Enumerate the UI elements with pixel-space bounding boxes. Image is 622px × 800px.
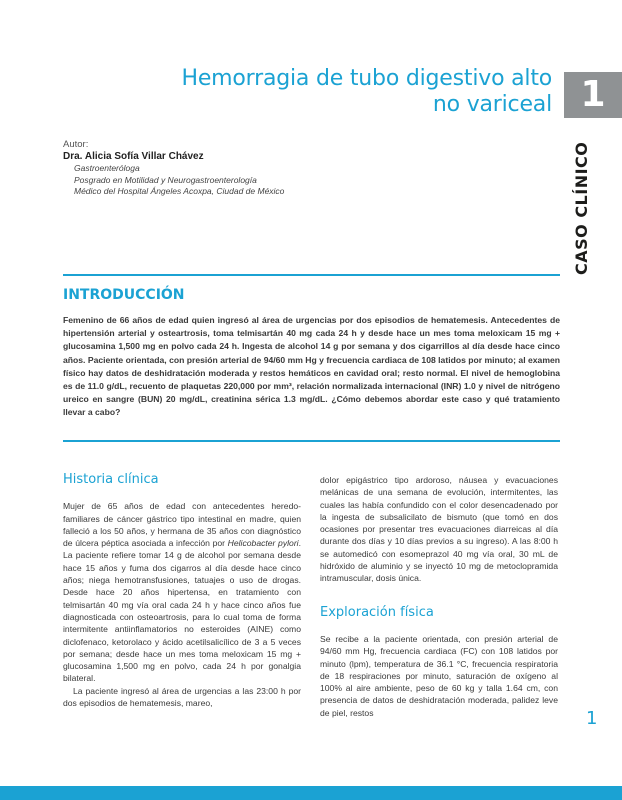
divider-top <box>63 274 560 276</box>
divider-bottom <box>63 440 560 442</box>
left-column <box>63 474 301 709</box>
author-affiliation: Posgrado en Motilidad y Neurogastroenterología <box>74 174 257 185</box>
author-label: Autor: <box>63 139 89 150</box>
side-section-label: CASO CLÍNICO <box>572 141 591 275</box>
introduction-text: Femenino de 66 años de edad quien ingresó al área de urgencias por dos episodios de hematemesis. Antecedentes de hipertensión arterial y osteartrosis, toma telmisartán 40 mg cada 24 h y desde hace un mes toma meloxicam 15 mg + glucosamina 1,500 mg en polvo cada 24 h. Ingesta de alcohol 14 g por semana y dos cigarrillos al día desde hace cinco años. Paciente orientada, con presión arterial de 94/60 mm Hg y frecuencia cardiaca de 108 latidos por minuto; al examen físico hay datos de deshidratación moderada y restos hemáticos en cavidad oral; resto normal. El nivel de hemoglobina es de 11.0 g/dL, recuento de plaquetas 220,000 por mm³, relación normalizada internacional (INR) 1.0 y nivel de nitrógeno ureico en sangre (BUN) 20 mg/dL, creatinina sérica 1.3 mg/dL. ¿Cómo debemos abordar este caso y qué tratamiento llevar a cabo? <box>63 315 560 418</box>
page-title <box>132 66 552 118</box>
historia-heading: Historia clínica <box>63 472 159 487</box>
historia-p1-italic: Helicobacter pylori <box>227 538 299 549</box>
exploracion-text: Se recibe a la paciente orientada, con presión arterial de 94/60 mm Hg, frecuencia cardiaca (FC) con 108 latidos por minuto (lpm), temperatura de 36.1 °C, frecuencia respiratoria de 18 respiraciones por minuto, saturación de oxígeno al 100% al aire ambiente, peso de 60 kg y talla 1.64 cm, con presencia de datos de deshidratación moderada, palidez leve de piel, restos <box>320 633 558 718</box>
page-number: 1 <box>586 708 598 729</box>
exploracion-heading: Exploración física <box>320 604 434 620</box>
title-line-1: Hemorragia de tubo digestivo alto <box>181 66 552 91</box>
chapter-number-box: 1 <box>564 72 622 118</box>
historia-paragraph-3: dolor epigástrico tipo ardoroso, náusea y evacuaciones melánicas de una semana de evolución, intermitentes, las cuales las había confundido con el color desencadenado por la ingesta de subsalicilato de bismuto (que tomó en dos ocasiones por presentar tres evacuaciones diarreicas al día durante dos días y 10 días previos a su ingreso). A las 8:00 h se automedicó con esomeprazol 40 mg vía oral, 30 mL de hidróxido de aluminio y se inyectó 10 mg de metoclopramida intramuscular, dosis única. <box>320 475 558 584</box>
historia-paragraph-2: La paciente ingresó al área de urgencias a las 23:00 h por dos episodios de hematemesis, mareo, <box>63 685 301 709</box>
footer-bar <box>0 786 622 800</box>
right-column <box>320 474 558 719</box>
title-line-2: no variceal <box>432 92 552 117</box>
author-block <box>63 139 284 198</box>
historia-p1-start: Mujer de 65 años de edad con antecedentes heredo-familiares de cáncer gástrico tipo intestinal en madre, quien falleció a los 50 años, y hermana de 35 años con diagnóstico de úlcera péptica asociada a infección por <box>63 501 301 549</box>
historia-p1-end: . La paciente refiere tomar 14 g de alcohol por semana desde hace 15 años y fuma dos cigarros al día desde hace cinco años; niega hemotransfusiones, tatuajes o uso de drogas. Desde hace 20 años hipertensa, en tratamiento con telmisartán 40 mg vía oral cada 24 h y hace cinco años fue diagnosticada con osteoartrosis, para lo cual toma de forma intermitente antiinflamatorios no esteroides (AINE) como diclofenaco, ketorolaco y ácido acetilsalicílico de 3 a 5 veces por semana; desde hace un mes toma meloxicam 15 mg + glucosamina 1,500 mg en polvo, cada 24 h por gonalgia bilateral. <box>63 538 301 684</box>
introduction-heading: INTRODUCCIÓN <box>63 287 185 303</box>
historia-paragraph-1 <box>63 500 301 684</box>
author-affiliation: Médico del Hospital Ángeles Acoxpa, Ciudad de México <box>74 186 285 196</box>
author-name: Dra. Alicia Sofía Villar Chávez <box>63 151 204 162</box>
author-affiliation: Gastroenteróloga <box>74 163 140 173</box>
